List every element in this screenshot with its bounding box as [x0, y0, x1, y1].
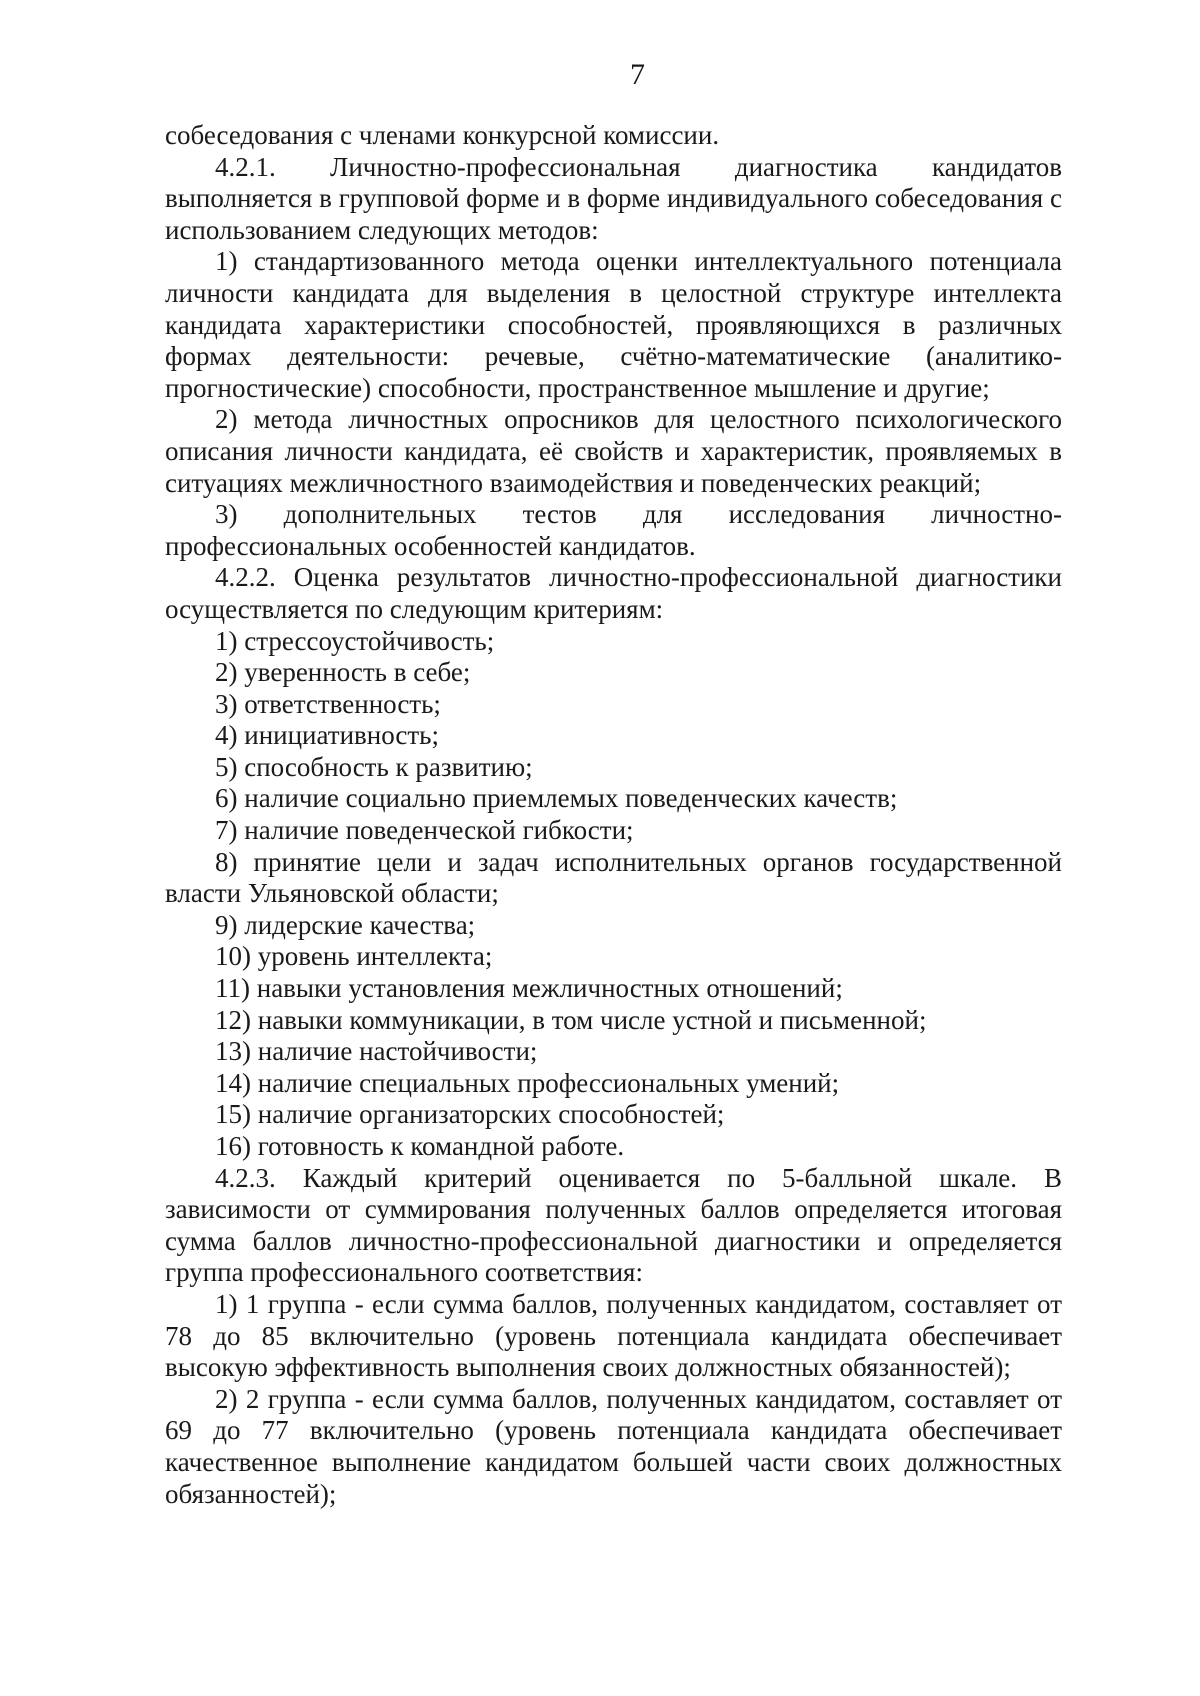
criterion-item-15: 15) наличие организаторских способностей;: [215, 1099, 725, 1130]
criterion-item-1: 1) стрессоустойчивость;: [215, 625, 495, 656]
criterion-item-11: 11) навыки установления межличностных отношений;: [215, 973, 843, 1004]
paragraph-4-2-3: 4.2.3. Каждый критерий оценивается по 5-балльной шкале. В зависимости от суммирования полученных баллов определяется итоговая сумма баллов личностно-профессиональной диагностики и определяется группа профессионального соответствия:: [165, 1162, 1062, 1288]
criterion-item-6: 6) наличие социально приемлемых поведенческих качеств;: [215, 783, 898, 814]
criterion-item-8: 8) принятие цели и задач исполнительных органов государственной власти Ульяновской области;: [165, 846, 1062, 909]
paragraph-4-2-1: 4.2.1. Личностно-профессиональная диагностика кандидатов выполняется в групповой форме и в форме индивидуального собеседования с использованием следующих методов:: [165, 151, 1062, 245]
criterion-item-4: 4) инициативность;: [215, 720, 439, 751]
group-item-2: 2) 2 группа - если сумма баллов, полученных кандидатом, составляет от 69 до 77 включительно (уровень потенциала кандидата обеспечивает качественное выполнение кандидатом большей части своих должностных обязанностей);: [165, 1383, 1062, 1509]
criterion-item-14: 14) наличие специальных профессиональных умений;: [215, 1067, 840, 1098]
page-number: 7: [630, 58, 645, 91]
criterion-item-10: 10) уровень интеллекта;: [215, 941, 493, 972]
criterion-item-13: 13) наличие настойчивости;: [215, 1036, 538, 1067]
criterion-item-16: 16) готовность к командной работе.: [215, 1131, 625, 1161]
method-item-2: 2) метода личностных опросников для целостного психологического описания личности кандидата, её свойств и характеристик, проявляемых в ситуациях межличностного взаимодействия и поведенческих реакций;: [165, 404, 1062, 498]
method-item-3: 3) дополнительных тестов для исследования личностно-профессиональных особенностей кандидатов.: [165, 499, 1062, 561]
criterion-item-7: 7) наличие поведенческой гибкости;: [215, 815, 634, 846]
document-body: [165, 120, 1062, 1510]
criterion-item-9: 9) лидерские качества;: [215, 909, 476, 940]
paragraph-continuation: собеседования с членами конкурсной комиссии.: [165, 120, 720, 150]
method-item-1: 1) стандартизованного метода оценки интеллектуального потенциала личности кандидата для выделения в целостной структуре интеллекта кандидата характеристики способностей, проявляющихся в различных формах деятельности: речевые, счётно-математические (аналитико-прогностические) способности, пространственное мышление и другие;: [165, 246, 1062, 403]
criterion-item-12: 12) навыки коммуникации, в том числе устной и письменной;: [215, 1004, 927, 1035]
paragraph-4-2-2: 4.2.2. Оценка результатов личностно-профессиональной диагностики осуществляется по следующим критериям:: [165, 562, 1062, 624]
criterion-item-5: 5) способность к развитию;: [215, 751, 533, 782]
group-item-1: 1) 1 группа - если сумма баллов, полученных кандидатом, составляет от 78 до 85 включительно (уровень потенциала кандидата обеспечивает высокую эффективность выполнения своих должностных обязанностей);: [165, 1288, 1062, 1383]
criterion-item-2: 2) уверенность в себе;: [215, 657, 471, 688]
criterion-item-3: 3) ответственность;: [215, 688, 441, 719]
